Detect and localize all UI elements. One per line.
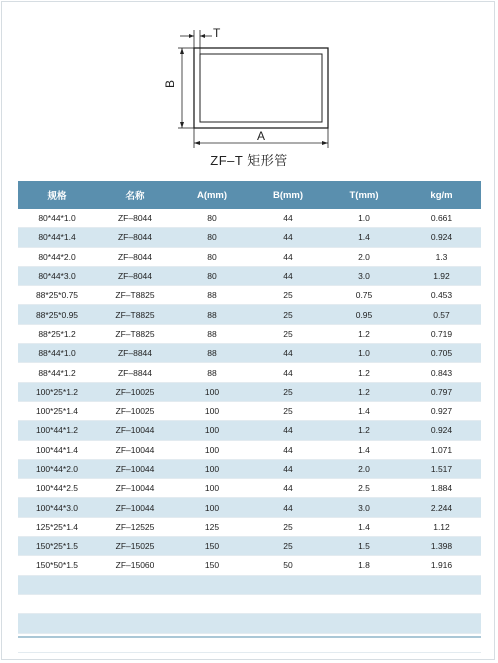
- cell-a: 150: [174, 556, 250, 575]
- table-row: [18, 286, 481, 305]
- empty-cell: [402, 575, 481, 594]
- cell-name: ZF–8844: [96, 363, 174, 382]
- cell-a: 100: [174, 421, 250, 440]
- empty-cell: [326, 614, 402, 633]
- cell-a: 100: [174, 459, 250, 478]
- cell-b: 44: [250, 479, 326, 498]
- cell-b: 25: [250, 305, 326, 324]
- table-body: [18, 209, 481, 652]
- b-arrow-bottom: [180, 122, 184, 128]
- cell-spec: 88*25*0.95: [18, 305, 96, 324]
- b-arrow-top: [180, 48, 184, 54]
- t-arrow-left: [189, 34, 194, 38]
- cell-spec: 100*44*3.0: [18, 498, 96, 517]
- cell-t: 1.4: [326, 440, 402, 459]
- cell-weight: 0.924: [402, 228, 481, 247]
- cell-name: ZF–12525: [96, 517, 174, 536]
- cell-t: 3.0: [326, 498, 402, 517]
- cell-a: 88: [174, 286, 250, 305]
- cell-weight: 2.244: [402, 498, 481, 517]
- header-b: B(mm): [250, 181, 326, 209]
- t-arrow-right: [200, 34, 205, 38]
- table-row: [18, 344, 481, 363]
- header-weight: kg/m: [402, 181, 481, 209]
- cell-t: 2.5: [326, 479, 402, 498]
- cell-weight: 0.661: [402, 209, 481, 228]
- cell-spec: 88*25*0.75: [18, 286, 96, 305]
- cell-t: 1.4: [326, 401, 402, 420]
- cell-t: 0.75: [326, 286, 402, 305]
- cell-name: ZF–10044: [96, 479, 174, 498]
- table-row: [18, 228, 481, 247]
- table-row: [18, 382, 481, 401]
- cell-name: ZF–T8825: [96, 324, 174, 343]
- table-row: [18, 498, 481, 517]
- cell-t: 3.0: [326, 266, 402, 285]
- cell-weight: 1.884: [402, 479, 481, 498]
- cell-name: ZF–8044: [96, 228, 174, 247]
- cell-spec: 88*44*1.2: [18, 363, 96, 382]
- cell-weight: 1.071: [402, 440, 481, 459]
- empty-cell: [174, 614, 250, 633]
- spec-table: [18, 181, 481, 653]
- rectangular-tube-drawing: [0, 0, 498, 175]
- cell-a: 150: [174, 537, 250, 556]
- cell-b: 25: [250, 537, 326, 556]
- empty-table-row: [18, 594, 481, 613]
- header-t: T(mm): [326, 181, 402, 209]
- cell-a: 88: [174, 344, 250, 363]
- empty-cell: [174, 594, 250, 613]
- header-name: 名称: [96, 181, 174, 209]
- cell-b: 44: [250, 344, 326, 363]
- cell-name: ZF–8844: [96, 344, 174, 363]
- header-spec: 规格: [18, 181, 96, 209]
- cell-a: 80: [174, 266, 250, 285]
- cell-b: 44: [250, 421, 326, 440]
- diagram-caption: ZF–T 矩形管: [210, 153, 288, 168]
- cell-spec: 100*44*2.0: [18, 459, 96, 478]
- cell-t: 1.2: [326, 324, 402, 343]
- cell-weight: 0.843: [402, 363, 481, 382]
- cell-spec: 100*25*1.2: [18, 382, 96, 401]
- empty-cell: [96, 575, 174, 594]
- cell-t: 1.4: [326, 517, 402, 536]
- cell-weight: 0.705: [402, 344, 481, 363]
- cell-weight: 1.3: [402, 247, 481, 266]
- cell-t: 1.0: [326, 344, 402, 363]
- cell-b: 25: [250, 324, 326, 343]
- empty-cell: [250, 614, 326, 633]
- cell-b: 44: [250, 228, 326, 247]
- cell-weight: 1.398: [402, 537, 481, 556]
- cell-t: 0.95: [326, 305, 402, 324]
- cell-a: 100: [174, 440, 250, 459]
- cell-t: 1.5: [326, 537, 402, 556]
- table-row: [18, 266, 481, 285]
- a-label: A: [257, 129, 266, 143]
- cell-b: 25: [250, 401, 326, 420]
- cell-weight: 0.927: [402, 401, 481, 420]
- empty-cell: [402, 614, 481, 633]
- table-row: [18, 209, 481, 228]
- cell-spec: 88*44*1.0: [18, 344, 96, 363]
- cell-spec: 150*25*1.5: [18, 537, 96, 556]
- b-label: B: [163, 79, 177, 88]
- table-row: [18, 363, 481, 382]
- cell-weight: 1.517: [402, 459, 481, 478]
- cell-spec: 125*25*1.4: [18, 517, 96, 536]
- cell-weight: 0.57: [402, 305, 481, 324]
- header-a: A(mm): [174, 181, 250, 209]
- cell-weight: 0.453: [402, 286, 481, 305]
- table-header-row: [18, 181, 481, 209]
- cell-name: ZF–8044: [96, 209, 174, 228]
- cell-a: 100: [174, 498, 250, 517]
- empty-table-row: [18, 614, 481, 633]
- cell-a: 88: [174, 324, 250, 343]
- cell-weight: 0.797: [402, 382, 481, 401]
- cell-spec: 100*44*2.5: [18, 479, 96, 498]
- cell-b: 25: [250, 286, 326, 305]
- cell-name: ZF–10025: [96, 401, 174, 420]
- cell-spec: 80*44*3.0: [18, 266, 96, 285]
- table-row: [18, 421, 481, 440]
- cell-b: 44: [250, 266, 326, 285]
- cell-spec: 88*25*1.2: [18, 324, 96, 343]
- cell-t: 1.8: [326, 556, 402, 575]
- cell-t: 1.2: [326, 363, 402, 382]
- empty-cell: [326, 594, 402, 613]
- cell-a: 100: [174, 382, 250, 401]
- cell-weight: 1.92: [402, 266, 481, 285]
- profile-diagram: [0, 0, 498, 175]
- empty-cell: [18, 575, 96, 594]
- cell-name: ZF–10044: [96, 440, 174, 459]
- cell-a: 80: [174, 228, 250, 247]
- cell-b: 50: [250, 556, 326, 575]
- cell-spec: 100*25*1.4: [18, 401, 96, 420]
- cell-name: ZF–8044: [96, 266, 174, 285]
- empty-cell: [250, 594, 326, 613]
- tube-inner-edge: [200, 54, 322, 122]
- cell-t: 1.0: [326, 209, 402, 228]
- cell-b: 44: [250, 363, 326, 382]
- bottom-rule: [18, 636, 481, 638]
- table-row: [18, 440, 481, 459]
- cell-a: 125: [174, 517, 250, 536]
- cell-t: 1.2: [326, 382, 402, 401]
- a-arrow-right: [322, 141, 328, 145]
- cell-spec: 80*44*1.0: [18, 209, 96, 228]
- cell-b: 25: [250, 382, 326, 401]
- cell-t: 2.0: [326, 247, 402, 266]
- empty-cell: [96, 614, 174, 633]
- cell-t: 1.4: [326, 228, 402, 247]
- cell-name: ZF–T8825: [96, 286, 174, 305]
- table-row: [18, 517, 481, 536]
- cell-b: 44: [250, 209, 326, 228]
- cell-name: ZF–10044: [96, 421, 174, 440]
- cell-name: ZF–15025: [96, 537, 174, 556]
- table-row: [18, 305, 481, 324]
- empty-cell: [96, 594, 174, 613]
- cell-name: ZF–10025: [96, 382, 174, 401]
- cell-t: 1.2: [326, 421, 402, 440]
- cell-spec: 80*44*1.4: [18, 228, 96, 247]
- table-row: [18, 459, 481, 478]
- empty-cell: [250, 575, 326, 594]
- table-row: [18, 401, 481, 420]
- cell-spec: 80*44*2.0: [18, 247, 96, 266]
- cell-b: 44: [250, 247, 326, 266]
- empty-cell: [326, 575, 402, 594]
- cell-name: ZF–15060: [96, 556, 174, 575]
- a-arrow-left: [194, 141, 200, 145]
- table-row: [18, 324, 481, 343]
- cell-b: 25: [250, 517, 326, 536]
- cell-weight: 1.916: [402, 556, 481, 575]
- cell-a: 100: [174, 401, 250, 420]
- t-label: T: [213, 26, 221, 40]
- tube-outer-edge: [194, 48, 328, 128]
- cell-weight: 0.924: [402, 421, 481, 440]
- cell-name: ZF–10044: [96, 498, 174, 517]
- cell-name: ZF–10044: [96, 459, 174, 478]
- cell-weight: 1.12: [402, 517, 481, 536]
- cell-a: 80: [174, 209, 250, 228]
- table-row: [18, 479, 481, 498]
- empty-cell: [174, 575, 250, 594]
- table-row: [18, 247, 481, 266]
- cell-a: 88: [174, 305, 250, 324]
- cell-a: 88: [174, 363, 250, 382]
- cell-b: 44: [250, 459, 326, 478]
- table-row: [18, 537, 481, 556]
- empty-table-row: [18, 575, 481, 594]
- cell-b: 44: [250, 440, 326, 459]
- cell-a: 80: [174, 247, 250, 266]
- cell-weight: 0.719: [402, 324, 481, 343]
- cell-name: ZF–T8825: [96, 305, 174, 324]
- empty-cell: [18, 594, 96, 613]
- cell-t: 2.0: [326, 459, 402, 478]
- cell-b: 44: [250, 498, 326, 517]
- cell-spec: 150*50*1.5: [18, 556, 96, 575]
- empty-cell: [18, 614, 96, 633]
- cell-spec: 100*44*1.2: [18, 421, 96, 440]
- table-row: [18, 556, 481, 575]
- cell-a: 100: [174, 479, 250, 498]
- cell-spec: 100*44*1.4: [18, 440, 96, 459]
- cell-name: ZF–8044: [96, 247, 174, 266]
- empty-cell: [402, 594, 481, 613]
